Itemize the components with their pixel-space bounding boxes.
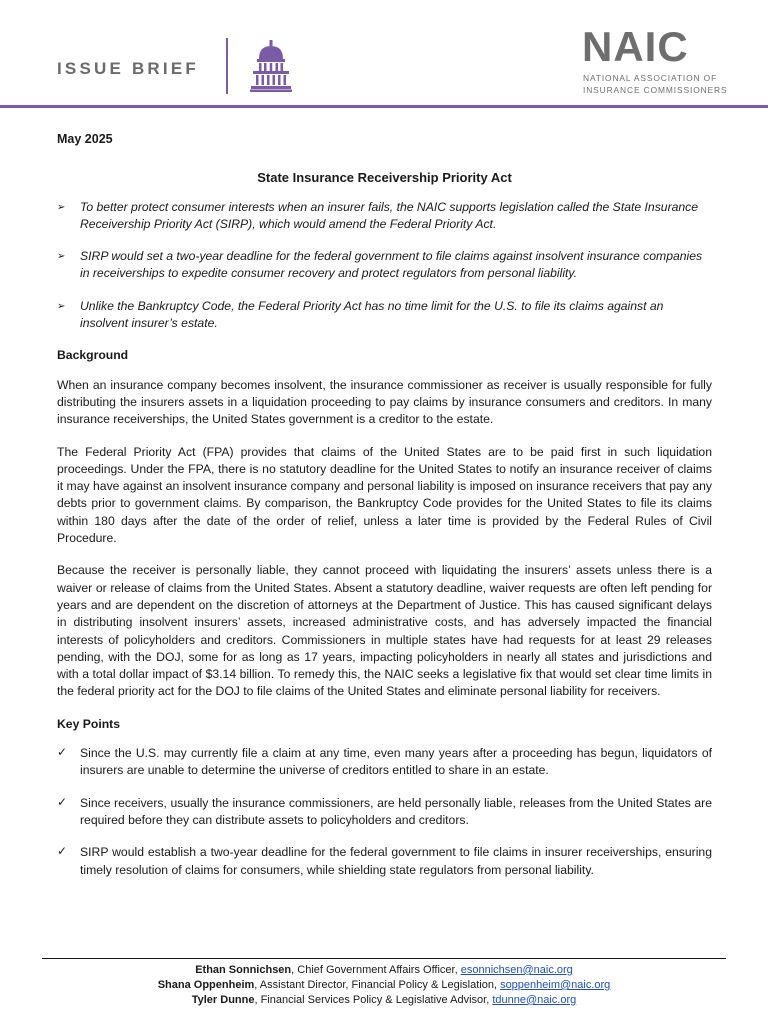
arrow-bullet-icon: ➢ — [57, 251, 66, 263]
email-link[interactable]: tdunne@naic.org — [492, 994, 577, 1006]
arrow-bullet-icon: ➢ — [57, 300, 66, 312]
capitol-icon — [250, 40, 292, 92]
checkmark-icon: ✓ — [57, 745, 68, 760]
list-item: ➢ Unlike the Bankruptcy Code, the Federal Priority Act has no time limit for the U.S. to file its claims against an insolvent insurer’s estate. — [57, 298, 664, 331]
document-body — [57, 131, 712, 894]
contact-line: Ethan Sonnichsen, Chief Government Affairs Officer, esonnichsen@naic.org — [195, 964, 573, 976]
contact-line: Tyler Dunne, Financial Services Policy & Legislative Advisor, tdunne@naic.org — [191, 994, 577, 1006]
list-item: ✓ Since the U.S. may currently file a claim at any time, even many years after a proceeding has begun, liquidators of insurers are unable to determine the universe of creditors entitled to share in an estate. — [57, 745, 712, 778]
contacts-footer — [0, 963, 768, 1008]
checkmark-icon: ✓ — [57, 794, 68, 809]
list-item: ➢ To better protect consumer interests when an insurer fails, the NAIC supports legislation called the State Insurance Receivership Priority Act (SIRP), which would amend the Federal Priority Act. — [57, 199, 699, 231]
background-paragraph: When an insurance company becomes insolvent, the insurance commissioner as receiver is usually responsible for fully distributing the insurers assets in a liquidation proceeding to pay claims by insurance consumers and creditors. In many insurance receiverships, the United States government is a creditor to the estate. — [57, 377, 712, 427]
background-heading: Background — [57, 348, 129, 363]
header-divider — [226, 38, 228, 94]
naic-logo-subtitle: NATIONAL ASSOCIATION OF INSURANCE COMMISSIONERS — [583, 73, 728, 95]
naic-logo-text: NAIC — [582, 23, 689, 70]
naic-logo — [582, 23, 728, 98]
checkmark-icon: ✓ — [57, 844, 68, 859]
footer-rule — [42, 958, 726, 959]
document-title: State Insurance Receivership Priority Act — [257, 170, 512, 186]
email-link[interactable]: soppenheim@naic.org — [500, 979, 611, 991]
list-item: ✓ SIRP would establish a two-year deadline for the federal government to file claims in insurer receiverships, ensuring timely resolution of claims for consumers, while shielding state regulators from personal liability. — [57, 844, 712, 877]
background-paragraph: Because the receiver is personally liable, they cannot proceed with liquidating the insurers’ assets unless there is a waiver or release of claims from the United States. Absent a statutory deadline, waiver requests are often left pending for years and are dependent on the discretion of attorneys at the Department of Justice. This has caused significant delays in distributing insolvent insurers’ assets, increased administrative costs, and has adversely impacted the financial interests of policyholders and creditors. Commissioners in multiple states have had requests for at least 29 releases pending, with the DOJ, some for as long as 17 years, impacting policyholders in nearly all states and jurisdictions and with a total dollar impact of $3.14 billion. To remedy this, the NAIC seeks a legislative fix that would set clear time limits in the federal priority act for the DOJ to file claims of the United States and eliminate personal liability for receivers. — [57, 563, 712, 699]
issue-brief-label: ISSUE BRIEF — [57, 59, 199, 78]
background-paragraph: The Federal Priority Act (FPA) provides that claims of the United States are to be paid first in such liquidation proceedings. Under the FPA, there is no statutory deadline for the United States to notify an insurance receiver of claims it may have against an insolvent insurance company and personal liability is imposed on insurance receivers that pay any debts prior to government claims. By comparison, the Bankruptcy Code provides for the United States to file its claims within 180 days after the date of the order of relief, unless a later time is provided by the Federal Rules of Civil Procedure. — [57, 444, 712, 546]
list-item: ➢ SIRP would set a two-year deadline for the federal government to file claims against insolvent insurance companies in receiverships to expedite consumer recovery and protect regulators from personal liability. — [57, 249, 703, 281]
header-rule — [0, 105, 768, 108]
document-header — [0, 0, 768, 110]
list-item: ✓ Since receivers, usually the insurance commissioners, are held personally liable, releases from the United States are required before they can distribute assets to policyholders and creditors. — [57, 794, 712, 827]
key-points-list — [57, 745, 712, 879]
email-link[interactable]: esonnichsen@naic.org — [460, 964, 573, 976]
key-points-heading: Key Points — [57, 716, 120, 731]
contact-line: Shana Oppenheim, Assistant Director, Financial Policy & Legislation, soppenheim@naic.org — [157, 979, 611, 991]
summary-bullets — [57, 199, 712, 333]
arrow-bullet-icon: ➢ — [57, 201, 66, 213]
document-date: May 2025 — [57, 132, 113, 146]
